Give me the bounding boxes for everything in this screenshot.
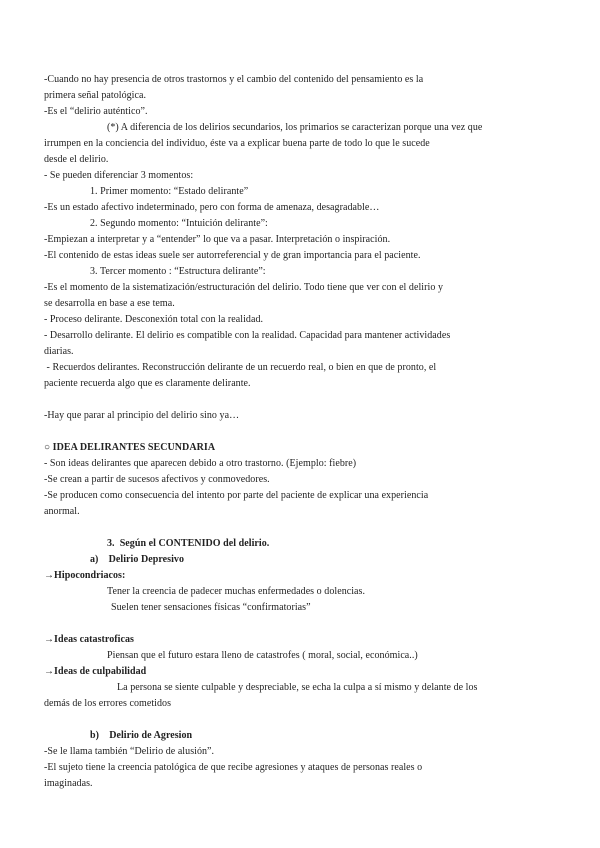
subheading-b: b) Delirio de Agresion xyxy=(90,730,193,741)
note-paragraph-line: (*) A diferencia de los delirios secundarios, los primarios se caracterizan porque una vez que xyxy=(107,122,483,133)
arrow-heading: →Ideas de culpabilidad xyxy=(44,666,147,677)
text-line: - Desarrollo delirante. El delirio es compatible con la realidad. Capacidad para mantener actividades xyxy=(44,330,451,341)
text-line: paciente recuerda algo que es claramente delirante. xyxy=(44,378,251,389)
arrow-heading: →Hipocondriacos: xyxy=(44,570,126,581)
numbered-item: 1. Primer momento: “Estado delirante” xyxy=(90,186,249,197)
indented-line: La persona se siente culpable y despreciable, se echa la culpa a sí mismo y delante de los xyxy=(117,682,478,693)
text-line: -Hay que parar al principio del delirio sino ya… xyxy=(44,410,240,421)
text-line: - Proceso delirante. Desconexión total con la realidad. xyxy=(44,314,264,325)
text-line: -Se crean a partir de sucesos afectivos y conmovedores. xyxy=(44,474,270,485)
subheading-a: a) Delirio Depresivo xyxy=(90,554,185,565)
text-line: -Se le llama también “Delirio de alusión”. xyxy=(44,746,215,757)
text-line: se desarrolla en base a ese tema. xyxy=(44,298,175,309)
numbered-item: 2. Segundo momento: “Intuición delirante”: xyxy=(90,218,268,229)
text-line: -Es el “delirio auténtico”. xyxy=(44,106,148,117)
text-line: -Se producen como consecuencia del intento por parte del paciente de explicar una experiencia xyxy=(44,490,429,501)
text-line: diarias. xyxy=(44,346,74,357)
text-line: -Es el momento de la sistematización/estructuración del delirio. Todo tiene que ver con el delirio y xyxy=(44,282,443,293)
text-line: -Cuando no hay presencia de otros trastornos y el cambio del contenido del pensamiento es la xyxy=(44,74,424,85)
indented-line: Tener la creencia de padecer muchas enfermedades o dolencias. xyxy=(107,586,366,597)
text-line: - Recuerdos delirantes. Reconstrucción delirante de un recuerdo real, o bien en que de pronto, el xyxy=(44,362,437,373)
arrow-heading: →Ideas catastroficas xyxy=(44,634,134,645)
indented-line: Piensan que el futuro estara lleno de catastrofes ( moral, social, económica..) xyxy=(107,650,418,661)
text-line: desde el delirio. xyxy=(44,154,109,165)
text-line: -Es un estado afectivo indeterminado, pero con forma de amenaza, desagradable… xyxy=(44,202,380,213)
section-heading: ○ IDEA DELIRANTES SECUNDARIA xyxy=(44,442,216,453)
numbered-item: 3. Tercer momento : “Estructura delirante”: xyxy=(90,266,266,277)
text-line: -El contenido de estas ideas suele ser autorreferencial y de gran importancia para el paciente. xyxy=(44,250,421,261)
text-line: demás de los errores cometidos xyxy=(44,698,172,709)
text-line: irrumpen en la conciencia del individuo, éste va a explicar buena parte de todo lo que le sucede xyxy=(44,138,430,149)
text-line: - Se pueden diferenciar 3 momentos: xyxy=(44,170,194,181)
text-line: -Empiezan a interpretar y a “entender” lo que va a pasar. Interpretación o inspiración. xyxy=(44,234,391,245)
text-line: - Son ideas delirantes que aparecen debido a otro trastorno. (Ejemplo: fiebre) xyxy=(44,458,357,469)
text-line: primera señal patológica. xyxy=(44,90,147,101)
numbered-heading: 3. Según el CONTENIDO del delirio. xyxy=(107,538,270,549)
text-line: imaginadas. xyxy=(44,778,93,789)
text-line: anormal. xyxy=(44,506,80,517)
text-line: -El sujeto tiene la creencia patológica de que recibe agresiones y ataques de personas reales o xyxy=(44,762,423,773)
indented-line: Suelen tener sensaciones físicas “confirmatorias” xyxy=(111,602,311,613)
